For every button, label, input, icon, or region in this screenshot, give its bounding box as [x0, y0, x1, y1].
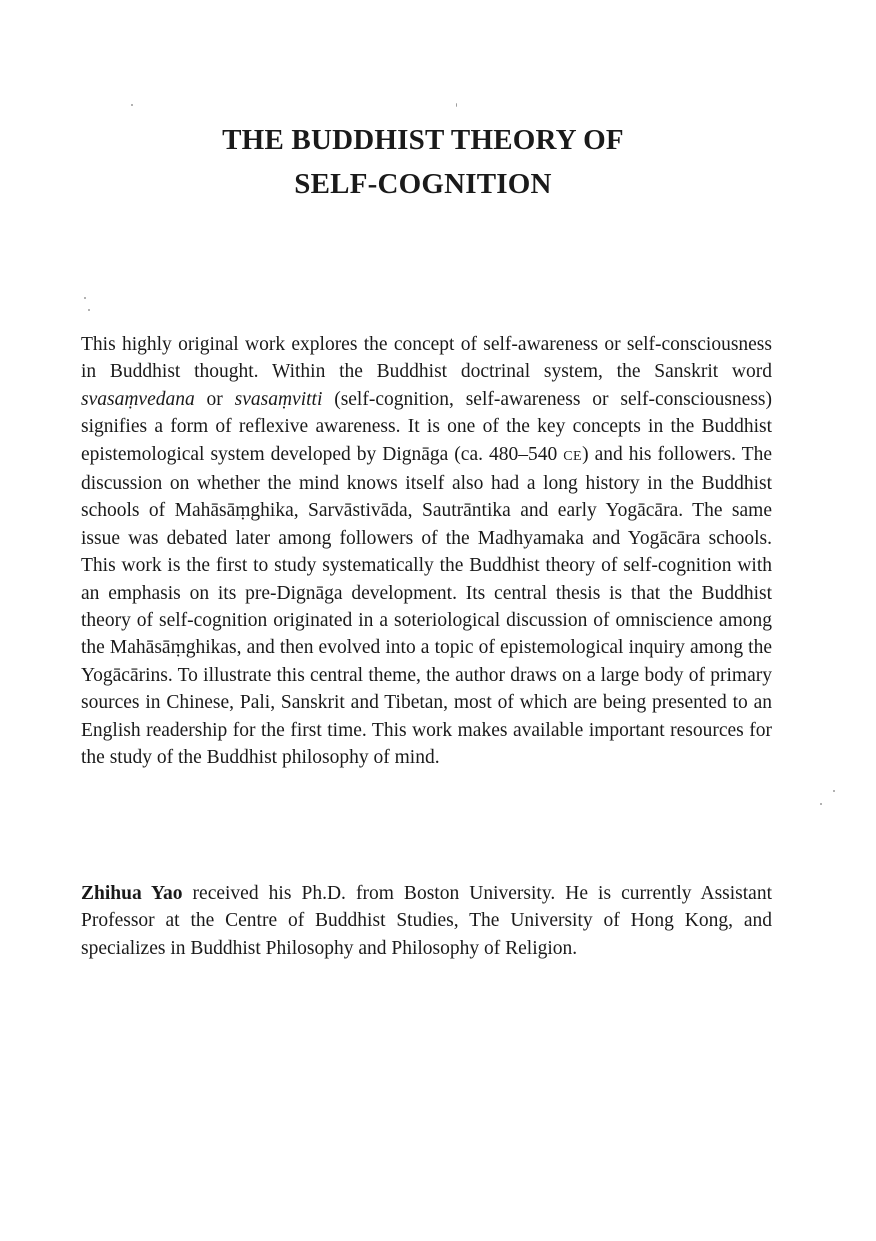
- scan-speck: [88, 309, 90, 311]
- description-text-1: This highly original work explores the concept of self-awareness or self-consciousness in Buddhist thought. Within the Buddhist doctrinal system, the Sanskrit word: [81, 334, 772, 383]
- scan-speck: [456, 103, 457, 107]
- scan-speck: [84, 297, 86, 299]
- author-name: Zhihua Yao: [81, 883, 183, 904]
- description-text-2: or: [194, 388, 235, 410]
- sanskrit-term-svasamvedana: svasaṃvedana: [81, 388, 195, 410]
- sanskrit-term-svasamvitti: svasaṃvitti: [234, 388, 323, 410]
- description-text-4: ) and his followers. The discussion on whether the mind knows itself also had a long history in the Buddhist schools of Mahāsāṃghika, Sarvāstivāda, Sautrāntika and early Yogācāra. The same issue was debated later among followers of the Madhyamaka and Yogācāra schools. This work is the first to study systematically the Buddhist theory of self-cognition with an emphasis on its pre-Dignāga development. Its central thesis is that the Buddhist theory of self-cognition originated in a soteriological discussion of omniscience among the Mahāsāṃghikas, and then evolved into a topic of epistemological inquiry among the Yogācārins. To illustrate this central theme, the author draws on a large body of primary sources in Chinese, Pali, Sanskrit and Tibetan, most of which are being presented to an English readership for the first time. This work makes available important resources for the study of the Buddhist philosophy of mind.: [81, 443, 772, 769]
- scan-speck: [833, 790, 835, 792]
- author-bio: [81, 880, 772, 962]
- scan-speck: [131, 104, 133, 106]
- scan-speck: [820, 803, 822, 805]
- era-abbreviation: CE: [563, 448, 583, 464]
- author-bio-text: received his Ph.D. from Boston University. He is currently Assistant Professor at the Centre of Buddhist Studies, The University of Hong Kong, and specializes in Buddhist Philosophy and Philosophy of Religion.: [81, 883, 773, 959]
- book-description: [81, 331, 772, 772]
- book-title: [0, 118, 846, 206]
- book-title-line-1: THE BUDDHIST THEORY OF: [222, 124, 624, 156]
- description-text-3: (self-cognition, self-awareness or self-consciousness) signifies a form of reflexive awareness. It is one of the key concepts in the Buddhist epistemological system developed by Dignāga (ca. 480–540: [81, 388, 772, 465]
- book-title-line-2: SELF-COGNITION: [294, 168, 552, 200]
